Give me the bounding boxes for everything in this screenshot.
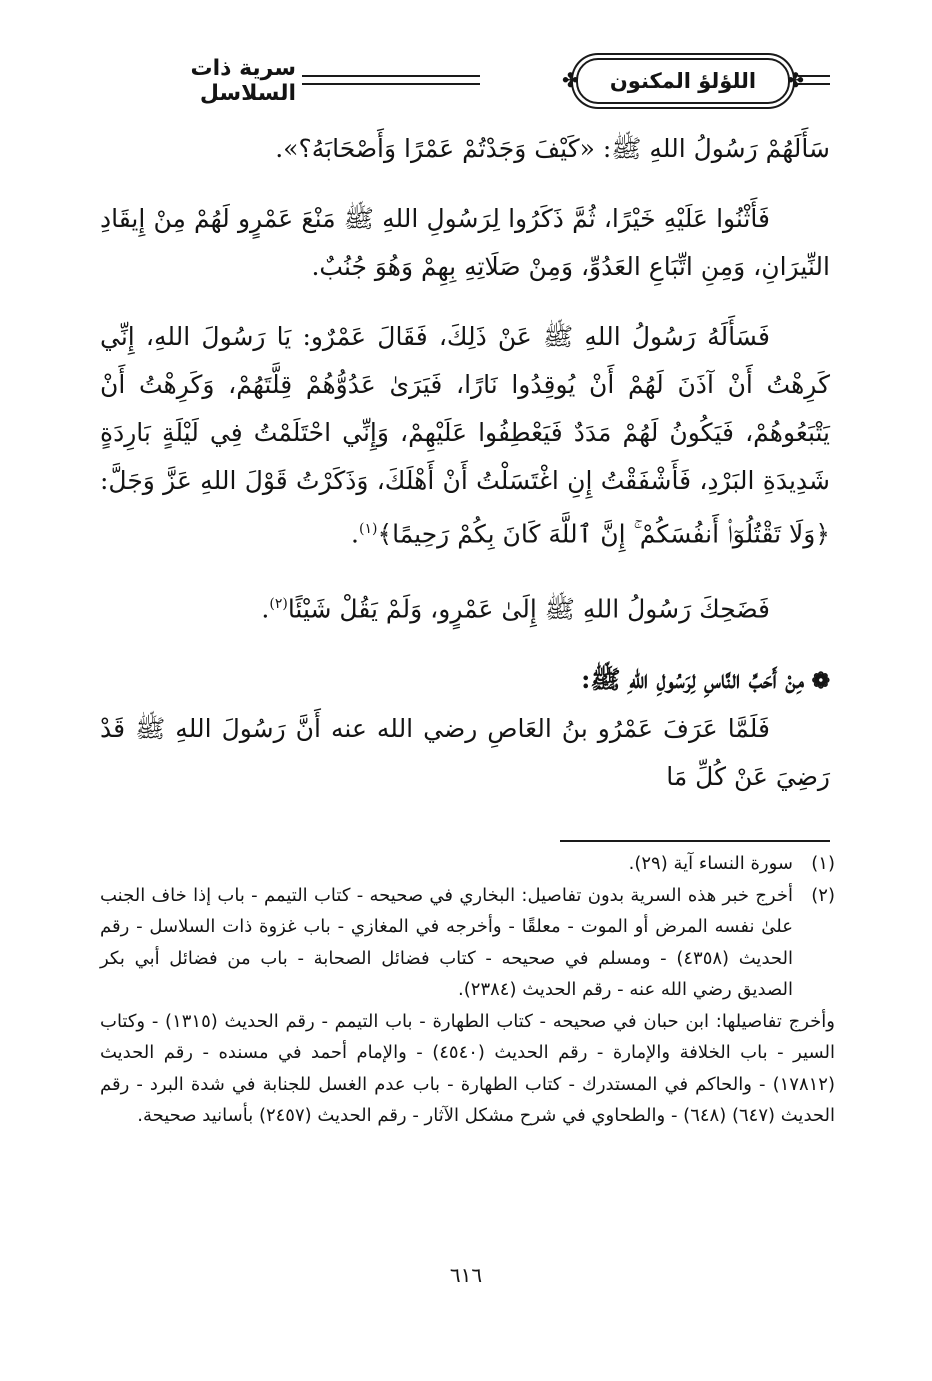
chapter-title: سرية ذات السلاسل — [90, 56, 302, 106]
footnote-2-text: أخرج خبر هذه السرية بدون تفاصيل: البخاري في صحيحه - كتاب التيمم - باب إذا خاف الجنب علىٰ نفسه المرض أو الموت - معلقًا - وأخرجه في المغازي - باب غزوة ذات السلاسل - رقم الحديث (٤٣٥٨) - ومسلم في صحيحه - كتاب فضائل الصحابة - باب من فضائل أبي بكر الصديق رضي الله عنه - رقم الحديث (٢٣٨٤). — [100, 884, 793, 1000]
footnote-separator — [560, 840, 830, 842]
paragraph-2: فَأَثْنُوا عَلَيْهِ خَيْرًا، ثُمَّ ذَكَرُوا لِرَسُولِ اللهِ ﷺ مَنْعَ عَمْرٍو لَهُمْ مِنْ إِيقَادِ النِّيرَانِ، وَمِنِ اتِّبَاعِ العَدُوِّ، وَمِنْ صَلَاتِهِ بِهِمْ وَهُوَ جُنُبٌ. — [100, 204, 830, 281]
bullet-icon: ❁ — [811, 667, 830, 694]
footnote-1-number: (١) — [811, 853, 835, 874]
running-header — [90, 56, 830, 110]
flourish-icon: ✤ — [562, 68, 579, 92]
page-number: ٦١٦ — [449, 1263, 483, 1287]
footnotes — [100, 848, 835, 1132]
paragraph-3 — [100, 313, 830, 558]
book-title-cartouche — [562, 58, 804, 104]
footnote-2-continuation: وأخرج تفاصيلها: ابن حبان في صحيحه - كتاب الطهارة - باب التيمم - رقم الحديث (١٣١٥) - وكتاب السير - باب الخلافة والإمارة - رقم الحديث (٤٥٤٠) - والإمام أحمد في مسنده - رقم الحديث (١٧٨١٢) - والحاكم في المستدرك - كتاب الطهارة - باب عدم الغسل للجنابة في شدة البرد - رقم الحديث (٦٤٧) (٦٤٨) - والطحاوي في شرح مشكل الآثار - رقم الحديث (٢٤٥٧) بأسانيد صحيحة. — [100, 1010, 835, 1126]
paragraph-3-text: فَسَأَلَهُ رَسُولُ اللهِ ﷺ عَنْ ذَلِكَ، فَقَالَ عَمْرٌو: يَا رَسُولَ اللهِ، إِنِّي كَرِهْتُ أَنْ آذَنَ لَهُمْ أَنْ يُوقِدُوا نَارًا، فَيَرَىٰ عَدُوُّهُمْ قِلَّتَهُمْ، وَكَرِهْتُ أَنْ يَتْبَعُوهُمْ، فَيَكُونُ لَهُمْ مَدَدٌ فَيَعْطِفُوا عَلَيْهِمْ، وَإِنِّي احْتَلَمْتُ فِي لَيْلَةٍ بَارِدَةٍ شَدِيدَةِ البَرْدِ، فَأَشْفَقْتُ إِنِ اغْتَسَلْتُ أَنْ أَهْلَكَ، وَذَكَرْتُ قَوْلَ اللهِ عَزَّ وَجَلَّ: ﴿وَلَا تَقْتُلُوٓا۟ أَنفُسَكُمْ ۚ إِنَّ ٱللَّهَ كَانَ بِكُمْ رَحِيمًا﴾ — [100, 322, 830, 549]
footnote-ref-1[interactable]: (١) — [358, 521, 378, 537]
footnote-2 — [100, 880, 835, 1006]
footnote-ref-2[interactable]: (٢) — [269, 596, 288, 613]
book-title: اللؤلؤ المكنون — [609, 69, 757, 93]
section-heading — [100, 656, 830, 705]
section-heading-text: مِنْ أَحَبِّ النَّاسِ لِرَسُولِ اللهِ ﷺ: — [581, 664, 804, 694]
paragraph-1: سَأَلَهُمْ رَسُولُ اللهِ ﷺ: «كَيْفَ وَجَدْتُمْ عَمْرًا وَأَصْحَابَهُ؟». — [275, 134, 830, 163]
paragraph-4-text: فَضَحِكَ رَسُولُ اللهِ ﷺ إِلَىٰ عَمْرٍو، وَلَمْ يَقُلْ شَيْئًا — [287, 594, 770, 624]
footnote-2-number: (٢) — [811, 884, 835, 906]
main-text — [100, 125, 830, 823]
footnote-1-text: سورة النساء آية (٢٩). — [628, 853, 793, 874]
footnote-1 — [100, 848, 835, 880]
flourish-icon: ✤ — [787, 68, 804, 92]
paragraph-4-end: . — [261, 594, 270, 624]
paragraph-4 — [100, 580, 830, 633]
paragraph-5: فَلَمَّا عَرَفَ عَمْرُو بنُ العَاصِ رضي الله عنه أَنَّ رَسُولَ اللهِ ﷺ قَدْ رَضِيَ عَنْ كُلِّ مَا — [100, 713, 830, 791]
paragraph-3-end: . — [351, 519, 359, 549]
